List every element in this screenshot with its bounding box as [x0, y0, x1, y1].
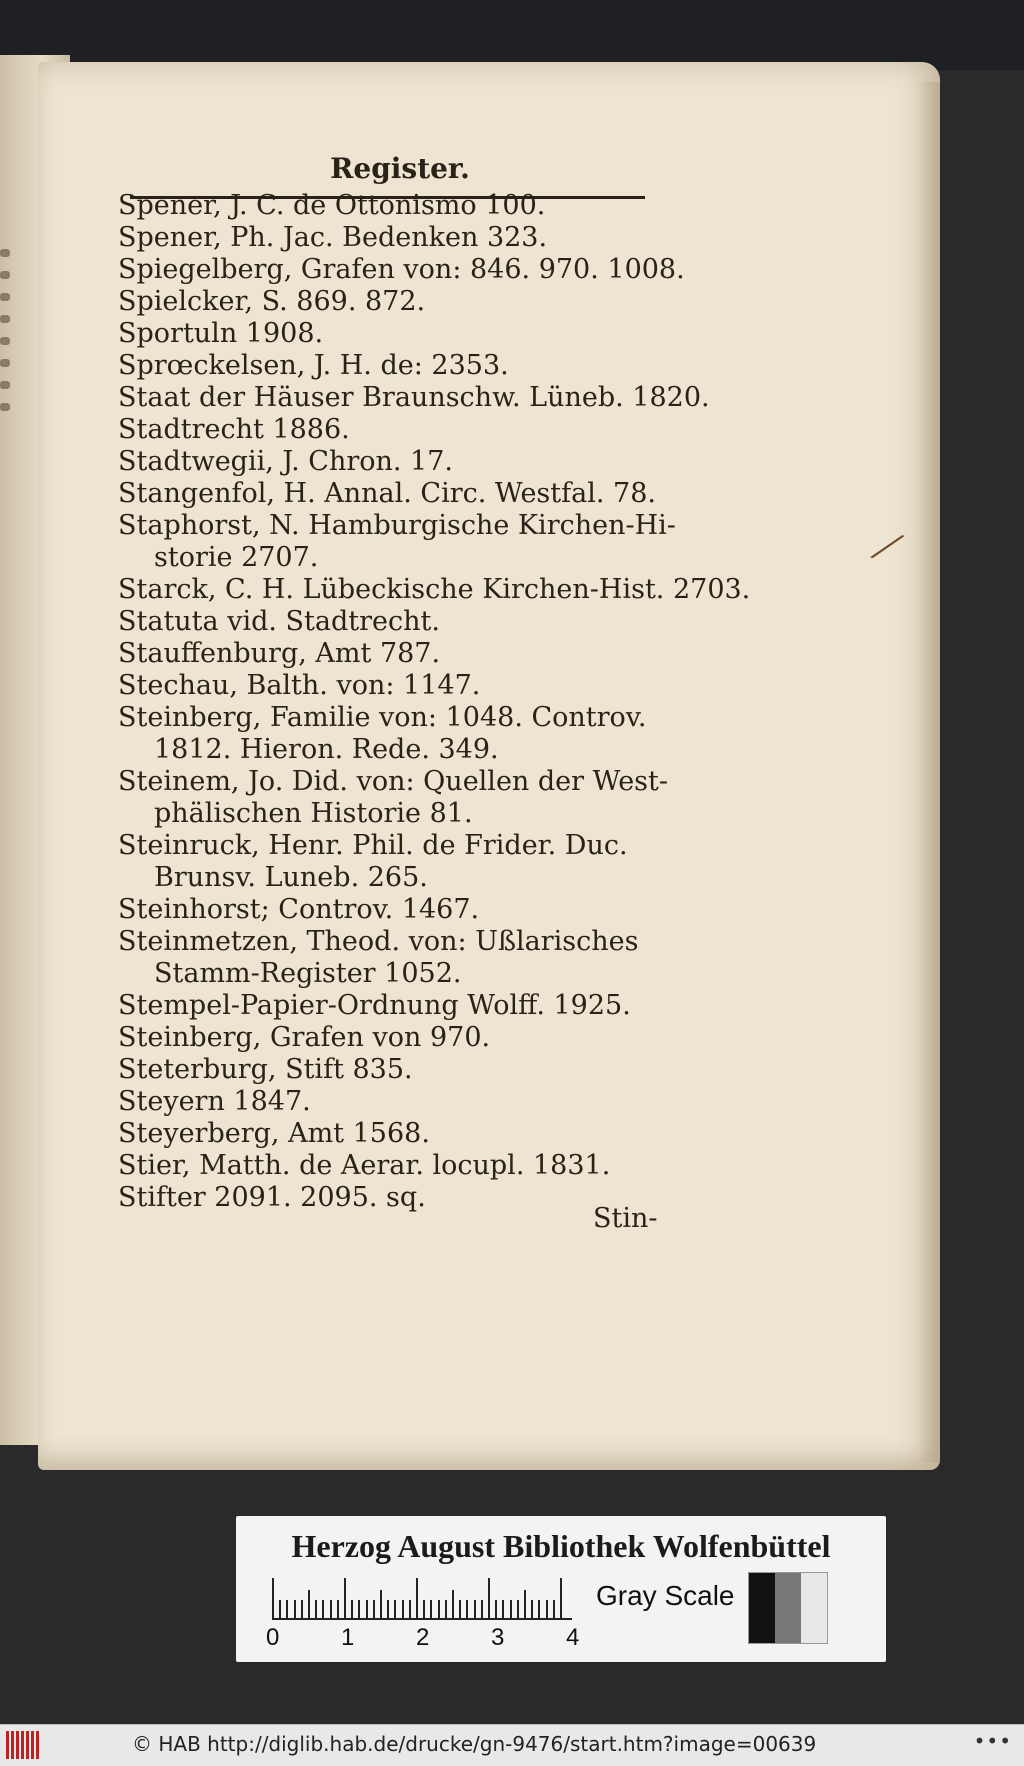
ruler-tick	[308, 1590, 310, 1620]
register-entry: Steinberg, Familie von: 1048. Controv.	[118, 702, 647, 733]
margin-pen-mark: ⟋	[867, 522, 907, 574]
ruler	[272, 1576, 572, 1620]
register-entry: Sprœckelsen, J. H. de: 2353.	[118, 350, 509, 381]
ruler-tick	[538, 1600, 540, 1620]
register-entry: Staat der Häuser Braunschw. Lüneb. 1820.	[118, 382, 710, 413]
register-entry: Spiegelberg, Grafen von: 846. 970. 1008.	[118, 254, 685, 285]
ruler-tick	[279, 1600, 281, 1620]
register-entry: Stangenfol, H. Annal. Circ. Westfal. 78.	[118, 478, 656, 509]
library-name: Herzog August Bibliothek Wolfenbüttel	[291, 1528, 831, 1564]
scan-background	[0, 0, 1024, 70]
more-options-icon[interactable]: •••	[973, 1729, 1012, 1753]
gray-swatch	[749, 1573, 775, 1643]
register-entry: Sportuln 1908.	[118, 318, 324, 349]
ruler-tick	[524, 1590, 526, 1620]
ruler-tick	[546, 1600, 548, 1620]
running-head: Register.	[330, 152, 470, 185]
register-entry: Spielcker, S. 869. 872.	[118, 286, 426, 317]
register-entry: Steinberg, Grafen von 970.	[118, 1022, 491, 1053]
register-entry: Stadtrecht 1886.	[118, 414, 350, 445]
ruler-tick	[488, 1578, 490, 1620]
ruler-tick	[560, 1578, 562, 1620]
ruler-tick	[438, 1600, 440, 1620]
ruler-tick	[502, 1600, 504, 1620]
ruler-number: 3	[491, 1624, 505, 1651]
ruler-tick	[452, 1590, 454, 1620]
ruler-tick	[337, 1600, 339, 1620]
ruler-tick	[430, 1600, 432, 1620]
ruler-tick	[459, 1600, 461, 1620]
register-entry: Stempel-Papier-Ordnung Wolff. 1925.	[118, 990, 631, 1021]
register-entry: phälischen Historie 81.	[154, 798, 473, 829]
ruler-numbers	[266, 1624, 586, 1654]
ruler-tick	[510, 1600, 512, 1620]
register-entry: Stadtwegii, J. Chron. 17.	[118, 446, 453, 477]
register-entry: Brunsv. Luneb. 265.	[154, 862, 428, 893]
ruler-tick	[358, 1600, 360, 1620]
register-entry: Steyern 1847.	[118, 1086, 311, 1117]
register-entry: Stamm-Register 1052.	[154, 958, 462, 989]
register-entry: Statuta vid. Stadtrecht.	[118, 606, 440, 637]
register-entry: Stauffenburg, Amt 787.	[118, 638, 441, 669]
ruler-tick	[531, 1600, 533, 1620]
ruler-tick	[286, 1600, 288, 1620]
ruler-tick	[409, 1600, 411, 1620]
ruler-tick	[481, 1600, 483, 1620]
register-entry: Steinmetzen, Theod. von: Ußlarisches	[118, 926, 639, 957]
register-entry: Starck, C. H. Lübeckische Kirchen-Hist. 2703.	[118, 574, 751, 605]
facing-page-marks	[0, 235, 14, 535]
ruler-tick	[366, 1600, 368, 1620]
ruler-tick	[351, 1600, 353, 1620]
color-scale-card	[236, 1516, 886, 1662]
ruler-tick	[272, 1578, 274, 1620]
register-entries	[118, 190, 751, 1214]
ruler-number: 4	[566, 1624, 580, 1651]
register-entry: Stifter 2091. 2095. sq.	[118, 1182, 426, 1213]
hab-logo-icon	[6, 1731, 46, 1759]
catchword: Stin-	[593, 1203, 658, 1234]
register-entry: 1812. Hieron. Rede. 349.	[154, 734, 499, 765]
gray-scale-label: Gray Scale	[596, 1580, 735, 1611]
ruler-number: 2	[416, 1624, 430, 1651]
ruler-tick	[394, 1600, 396, 1620]
ruler-tick	[387, 1600, 389, 1620]
viewer-footer	[0, 1724, 1024, 1766]
source-link[interactable]: © HAB http://diglib.hab.de/drucke/gn-9476/start.htm?image=00639	[132, 1732, 817, 1756]
ruler-tick	[423, 1600, 425, 1620]
register-entry: Steinem, Jo. Did. von: Quellen der West-	[118, 766, 669, 797]
ruler-tick	[402, 1600, 404, 1620]
register-entry: Spener, J. C. de Ottonismo 100.	[118, 190, 546, 221]
ruler-number: 0	[266, 1624, 280, 1651]
register-entry: Staphorst, N. Hamburgische Kirchen-Hi-	[118, 510, 676, 541]
ruler-tick	[466, 1600, 468, 1620]
ruler-number: 1	[341, 1624, 355, 1651]
register-entry: Steyerberg, Amt 1568.	[118, 1118, 430, 1149]
register-entry: Stier, Matth. de Aerar. locupl. 1831.	[118, 1150, 611, 1181]
register-entry: Steinruck, Henr. Phil. de Frider. Duc.	[118, 830, 628, 861]
ruler-tick	[553, 1600, 555, 1620]
ruler-tick	[301, 1600, 303, 1620]
ruler-tick	[373, 1600, 375, 1620]
ruler-tick	[495, 1600, 497, 1620]
register-entry: Stechau, Balth. von: 1147.	[118, 670, 481, 701]
ruler-tick	[416, 1578, 418, 1620]
ruler-tick	[445, 1600, 447, 1620]
register-entry: Spener, Ph. Jac. Bedenken 323.	[118, 222, 548, 253]
ruler-tick	[380, 1590, 382, 1620]
ruler-tick	[315, 1600, 317, 1620]
ruler-tick	[344, 1578, 346, 1620]
gray-swatch	[775, 1573, 801, 1643]
gray-swatches	[748, 1572, 828, 1644]
ruler-tick	[330, 1600, 332, 1620]
ruler-tick	[517, 1600, 519, 1620]
ruler-tick	[474, 1600, 476, 1620]
gray-swatch	[801, 1573, 827, 1643]
register-entry: Steterburg, Stift 835.	[118, 1054, 413, 1085]
register-entry: Steinhorst; Controv. 1467.	[118, 894, 480, 925]
ruler-tick	[294, 1600, 296, 1620]
register-entry: storie 2707.	[154, 542, 319, 573]
ruler-tick	[322, 1600, 324, 1620]
